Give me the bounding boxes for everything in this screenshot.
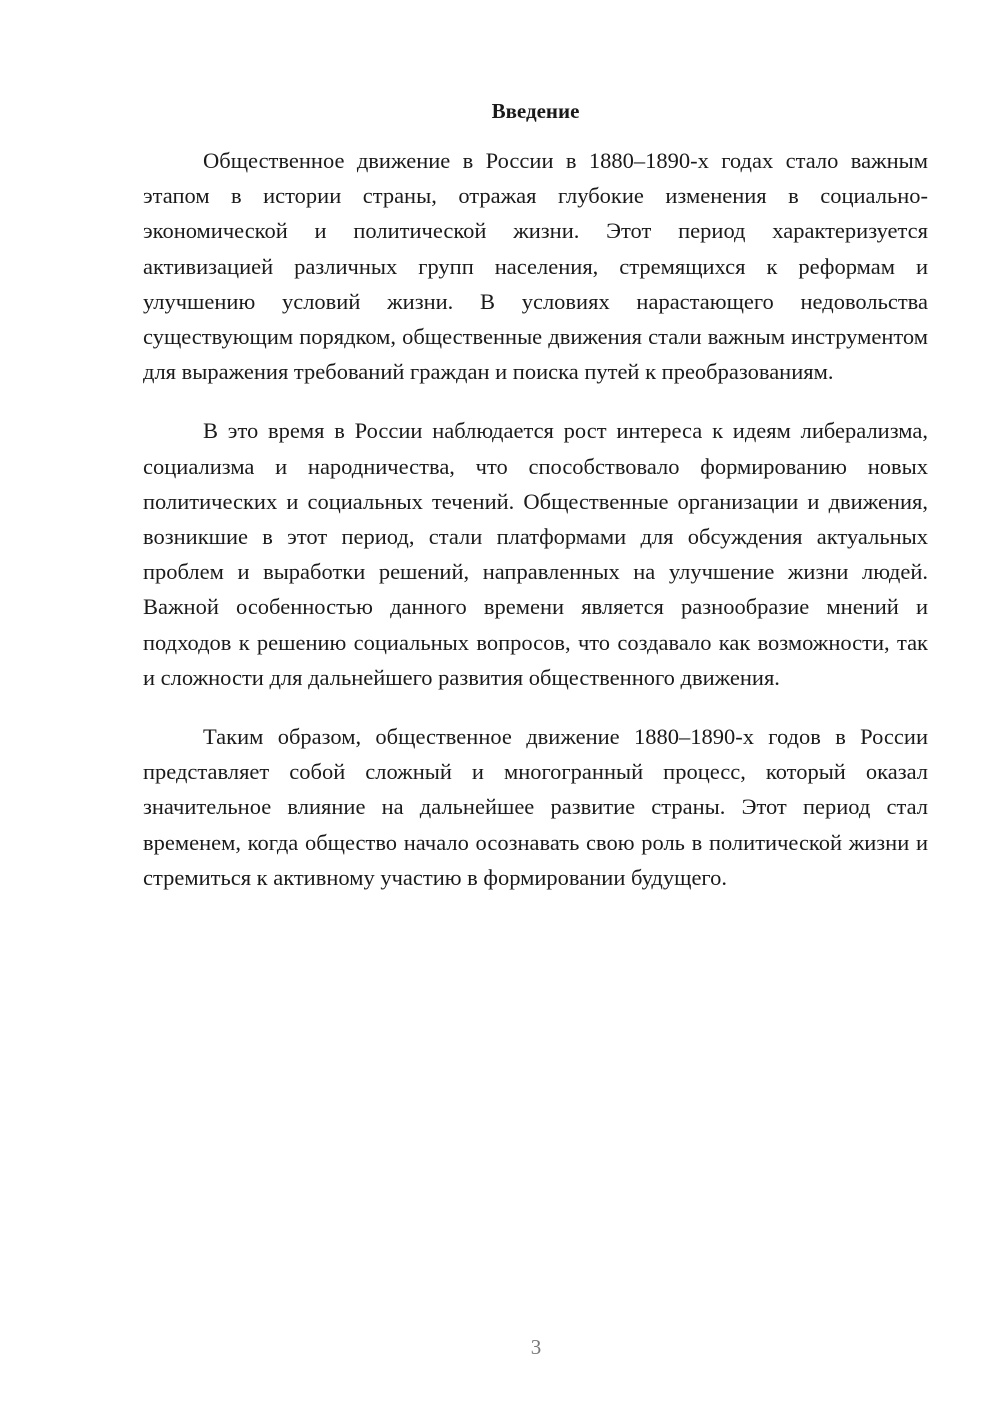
page-number: 3 [530,1335,542,1359]
section-title: Введение [491,99,580,123]
paragraph-3: Таким образом, общественное движение 1880–1890-х годов в России представляет собой сложный и многогранный процесс, который оказал значительное влияние на дальнейшее развитие страны. Этот период стал временем, когда общество начало осознавать свою роль в политической жизни и стремиться к активному участию в формировании будущего. [143,724,928,890]
paragraph-1: Общественное движение в России в 1880–1890-х годах стало важным этапом в истории страны, отражая глубокие изменения в социально-экономической и политической жизни. Этот период характеризуется активизацией различных групп населения, стремящихся к реформам и улучшению условий жизни. В условиях нарастающего недовольства существующим порядком, общественные движения стали важным инструментом для выражения требований граждан и поиска путей к преобразованиям. [143,148,928,385]
paragraph-2: В это время в России наблюдается рост интереса к идеям либерализма, социализма и народничества, что способствовало формированию новых политических и социальных течений. Общественные организации и движения, возникшие в этот период, стали платформами для обсуждения актуальных проблем и выработки решений, направленных на улучшение жизни людей. Важной особенностью данного времени является разнообразие мнений и подходов к решению социальных вопросов, что создавало как возможности, так и сложности для дальнейшего развития общественного движения. [143,418,928,690]
body-text [143,143,928,919]
